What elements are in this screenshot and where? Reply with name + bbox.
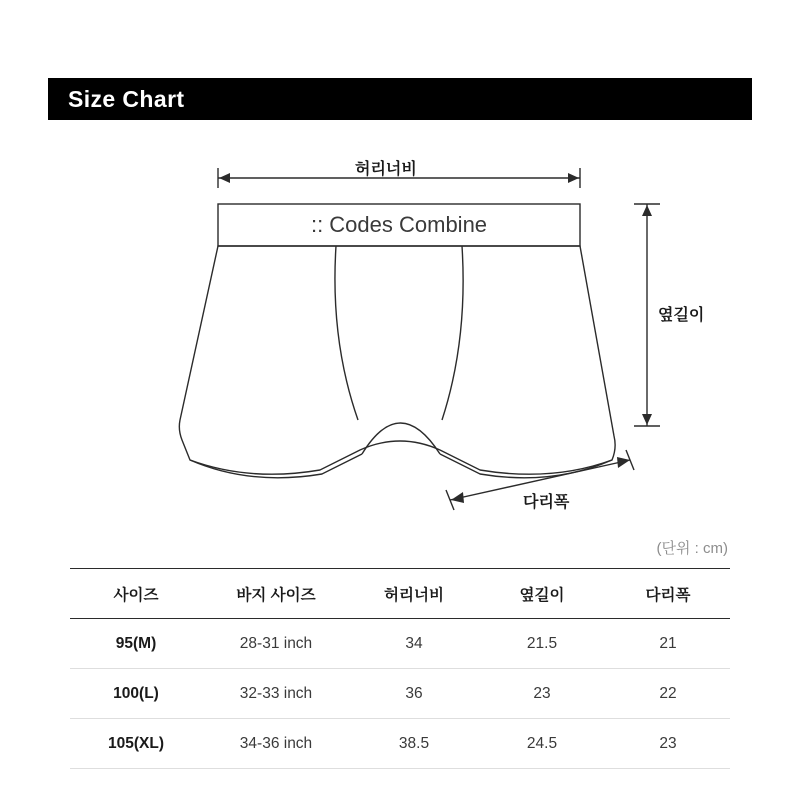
cell-side: 24.5 [478,719,606,769]
column-header-leg: 다리폭 [606,569,730,619]
column-header-side: 옆길이 [478,569,606,619]
label-side-length: 옆길이 [658,307,705,324]
brand-text: :: Codes Combine [310,212,488,237]
label-leg-width: 다리폭 [523,494,570,511]
cell-leg: 23 [606,719,730,769]
table-row [70,669,730,719]
cell-size: 100(L) [70,669,202,719]
column-header-size: 사이즈 [70,569,202,619]
cell-waist: 34 [350,619,478,669]
label-waist: 허리너비 [355,161,417,178]
cell-waist: 36 [350,669,478,719]
cell-size: 95(M) [70,619,202,669]
cell-leg: 21 [606,619,730,669]
cell-pants: 34-36 inch [202,719,350,769]
cell-size: 105(XL) [70,719,202,769]
size-table [70,568,730,769]
cell-waist: 38.5 [350,719,478,769]
table-header-row [70,569,730,619]
unit-note: (단위 : cm) [656,540,728,557]
column-header-pants: 바지 사이즈 [202,569,350,619]
page-title: Size Chart [68,85,185,112]
cell-pants: 28-31 inch [202,619,350,669]
table-row [70,719,730,769]
header-banner [48,78,752,120]
table-row [70,619,730,669]
garment-diagram [0,130,800,530]
cell-side: 23 [478,669,606,719]
column-header-waist: 허리너비 [350,569,478,619]
cell-pants: 32-33 inch [202,669,350,719]
cell-leg: 22 [606,669,730,719]
cell-side: 21.5 [478,619,606,669]
